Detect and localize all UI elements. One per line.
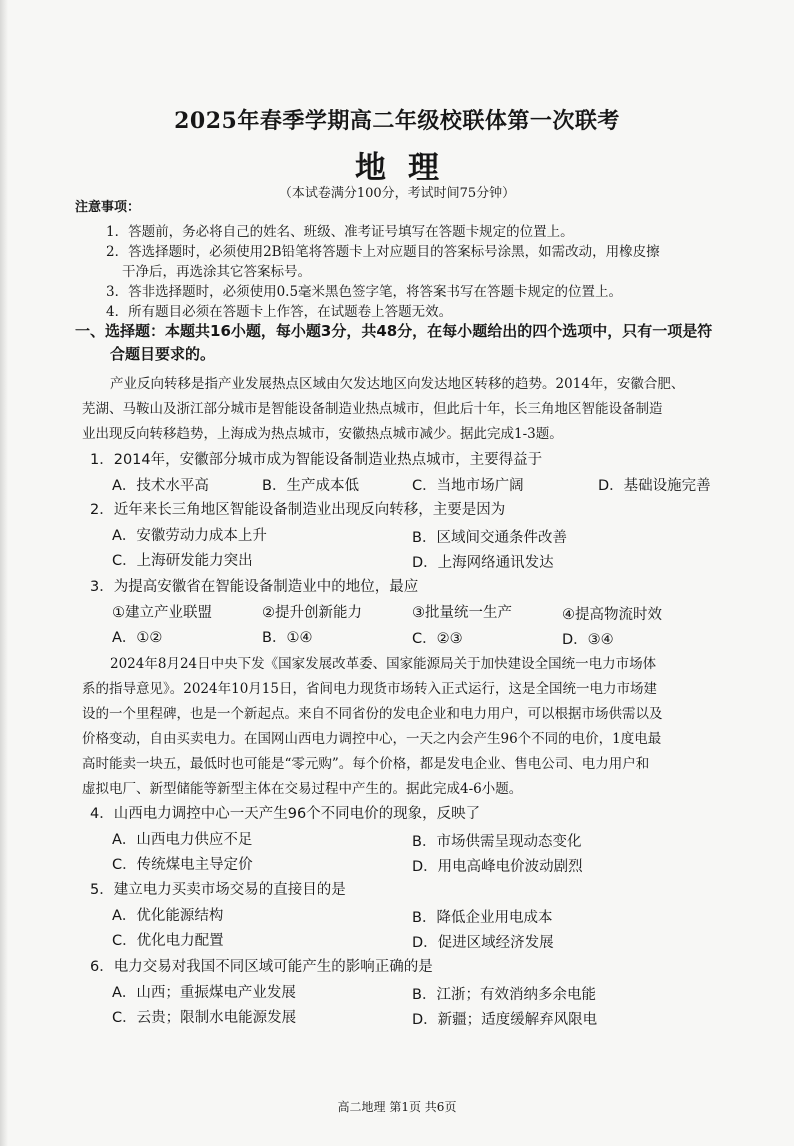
question-stem: 1．2014年，安徽部分城市成为智能设备制造业热点城市，主要得益于 (90, 452, 543, 468)
note-line: 3．答非选择题时，必须使用0.5毫米黑色签字笔，将答案书写在答题卡规定的位置上。 (106, 284, 623, 300)
question-stem: 4．山西电力调控中心一天产生96个不同电价的现象，反映了 (90, 806, 481, 822)
option-a: A．①② (112, 630, 163, 646)
option-a: A．安徽劳动力成本上升 (112, 528, 267, 544)
option-d: D．新疆；适度缓解弃风限电 (412, 1012, 598, 1028)
option-c: C．云贵；限制水电能源发展 (112, 1010, 297, 1026)
option-d: D．③④ (562, 632, 614, 648)
option-b: B．生产成本低 (262, 478, 359, 494)
option-a: A．优化能源结构 (112, 908, 224, 924)
option-a: A．技术水平高 (112, 478, 209, 494)
option-d: D．用电高峰电价波动剧烈 (412, 859, 583, 875)
statement-item: ②提升创新能力 (262, 605, 362, 621)
option-c: C．优化电力配置 (112, 933, 224, 949)
option-b: B．①④ (262, 630, 313, 646)
option-c: C．②③ (412, 631, 463, 647)
statement-item: ③批量统一生产 (412, 605, 512, 621)
subject-title: 地理 (355, 150, 461, 186)
passage-line: 设的一个里程碑，也是一个新起点。来自不同省份的发电企业和电力用户，可以根据市场供需以及 (82, 706, 663, 722)
note-line: 干净后，再选涂其它答案标号。 (122, 264, 311, 280)
passage-line: 2024年8月24日中央下发《国家发展改革委、国家能源局关于加快建设全国统一电力市场体 (110, 656, 657, 672)
option-a: A．山西；重振煤电产业发展 (112, 985, 296, 1001)
note-line: 4．所有题目必须在答题卡上作答，在试题卷上答题无效。 (106, 304, 453, 320)
passage-line: 业出现反向转移趋势，上海成为热点城市，安徽热点城市减少。据此完成1-3题。 (82, 426, 563, 442)
option-b: B．市场供需呈现动态变化 (412, 834, 582, 850)
statement-item: ①建立产业联盟 (112, 605, 212, 621)
option-d: D．促进区域经济发展 (412, 935, 554, 951)
question-stem: 3．为提高安徽省在智能设备制造业中的地位，最应 (90, 579, 419, 595)
exam-subtitle: （本试卷满分100分，考试时间75分钟） (278, 186, 516, 201)
option-c: C．当地市场广阔 (412, 478, 524, 494)
question-stem: 5．建立电力买卖市场交易的直接目的是 (90, 882, 346, 898)
option-a: A．山西电力供应不足 (112, 832, 253, 848)
passage-line: 芜湖、马鞍山及浙江部分城市是智能设备制造业热点城市，但此后十年，长三角地区智能设备制造 (82, 401, 663, 417)
statement-item: ④提高物流时效 (562, 607, 662, 623)
question-stem: 2．近年来长三角地区智能设备制造业出现反向转移，主要是因为 (90, 502, 506, 518)
exam-title: 2025年春季学期高二年级校联体第一次联考 (174, 108, 620, 134)
option-c: C．传统煤电主导定价 (112, 857, 253, 873)
passage-line: 产业反向转移是指产业发展热点区域由欠发达地区向发达地区转移的趋势。2014年，安徽合肥、 (110, 376, 685, 392)
option-b: B．降低企业用电成本 (412, 910, 553, 926)
option-c: C．上海研发能力突出 (112, 553, 253, 569)
option-d: D．基础设施完善 (598, 478, 711, 494)
note-line: 2．答选择题时，必须使用2B铅笔将答题卡上对应题目的答案标号涂黑，如需改动，用橡皮擦 (106, 244, 660, 260)
passage-line: 系的指导意见》。2024年10月15日，省间电力现货市场转入正式运行，这是全国统一电力市场建 (82, 681, 657, 697)
question-stem: 6．电力交易对我国不同区域可能产生的影响正确的是 (90, 959, 433, 975)
passage-line: 价格变动，自由买卖电力。在国网山西电力调控中心，一天之内会产生96个不同的电价，1度电最 (82, 731, 662, 747)
note-line: 1．答题前，务必将自己的姓名、班级、准考证号填写在答题卡规定的位置上。 (106, 224, 574, 240)
notes-heading: 注意事项： (75, 200, 141, 215)
passage-line: 高时能卖一块五，最低时也可能是“零元购”。每个价格，都是发电企业、售电公司、电力用户和 (82, 756, 650, 772)
option-d: D．上海网络通讯发达 (412, 555, 554, 571)
option-b: B．江浙；有效消纳多余电能 (412, 987, 596, 1003)
passage-line: 虚拟电厂、新型储能等新型主体在交易过程中产生的。据此完成4-6小题。 (82, 781, 523, 797)
page-footer: 高二地理 第1页 共6页 (337, 1100, 457, 1114)
section-heading: 一、选择题：本题共16小题，每小题3分，共48分，在每小题给出的四个选项中，只有一项是符 (75, 322, 713, 340)
section-heading-cont: 合题目要求的。 (110, 345, 216, 363)
option-b: B．区域间交通条件改善 (412, 530, 567, 546)
